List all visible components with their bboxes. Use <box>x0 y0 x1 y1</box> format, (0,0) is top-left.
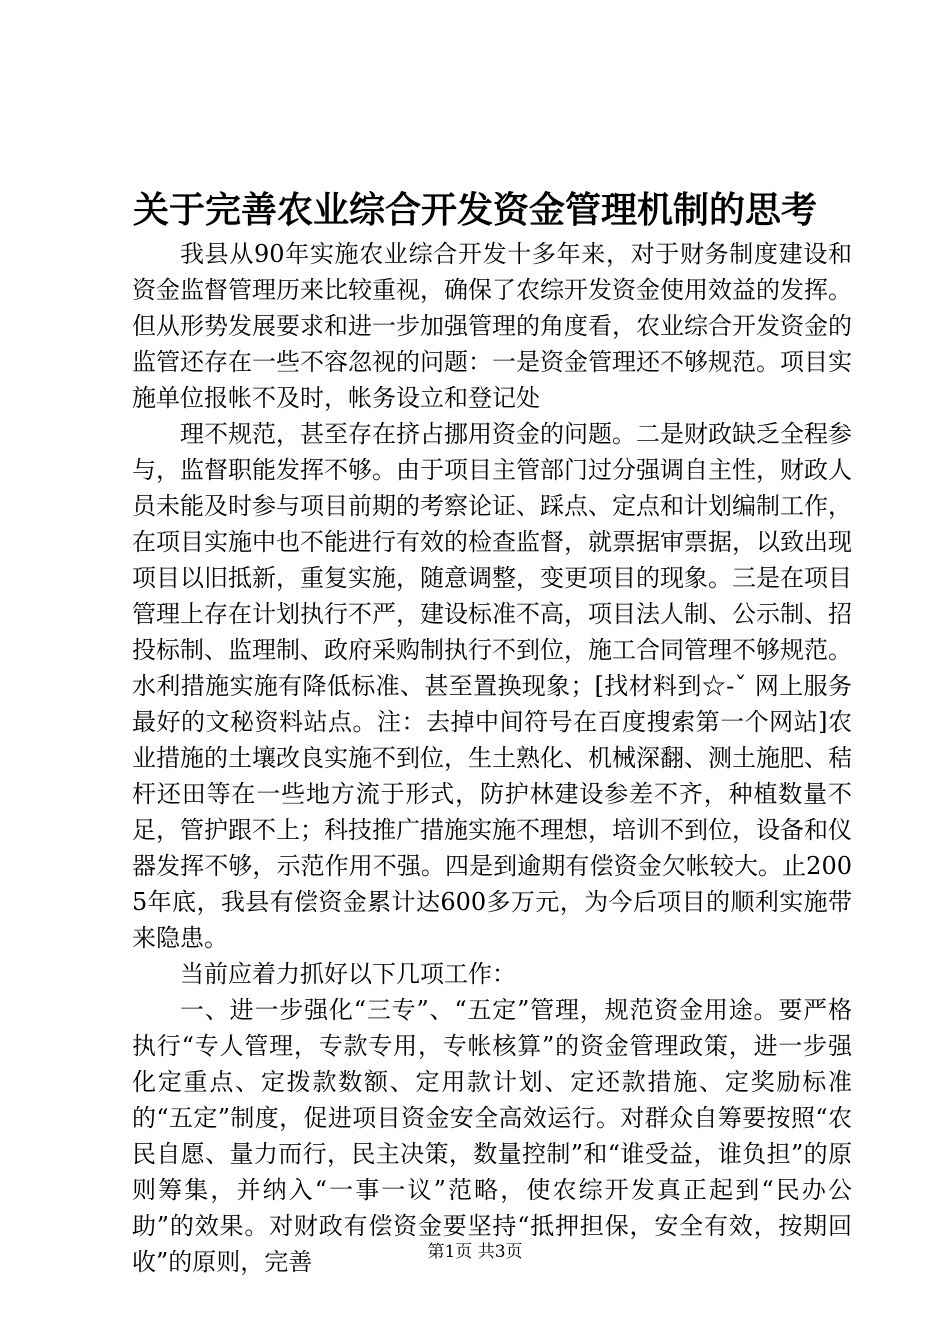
paragraph-problems: 理不规范，甚至存在挤占挪用资金的问题。二是财政缺乏全程参与，监督职能发挥不够。由于项目主管部门过分强调自主性，财政人员未能及时参与项目前期的考察论证、踩点、定点和计划编制工作，在项目实施中也不能进行有效的检查监督，就票据审票据，以致出现项目以旧抵新，重复实施，随意调整，变更项目的现象。三是在项目管理上存在计划执行不严，建设标准不高，项目法人制、公示制、招投标制、监理制、政府采购制执行不到位，施工合同管理不够规范。水利措施实施有降低标准、甚至置换现象；[找材料到☆-ˇ 网上服务最好的文秘资料站点。注：去掉中间符号在百度搜索第一个网站]农业措施的土壤改良实施不到位，生土熟化、机械深翻、测土施肥、秸杆还田等在一些地方流于形式，防护林建设参差不齐，种植数量不足，管护跟不上；科技推广措施实施不理想，培训不到位，设备和仪器发挥不够，示范作用不强。四是到逾期有偿资金欠帐较大。止2005年底，我县有偿资金累计达600多万元，为今后项目的顺利实施带来隐患。 <box>132 420 852 952</box>
document-body <box>132 236 852 1280</box>
paragraph-tasks-lead: 当前应着力抓好以下几项工作： <box>180 960 516 988</box>
paragraph-task-one: 一、进一步强化“三专”、“五定”管理，规范资金用途。要严格执行“专人管理，专款专用，专帐核算”的资金管理政策，进一步强化定重点、定拨款数额、定用款计划、定还款措施、定奖励标准的“五定”制度，促进项目资金安全高效运行。对群众自筹要按照“农民自愿、量力而行，民主决策，数量控制”和“谁受益，谁负担”的原则筹集，并纳入“一事一议”范略，使农综开发真正起到“民办公助”的效果。对财政有偿资金要坚持“抵押担保，安全有效，按期回收”的原则，完善 <box>132 996 852 1276</box>
document-title: 关于完善农业综合开发资金管理机制的思考 <box>132 189 817 231</box>
page-number-footer: 第1页 共3页 <box>427 1242 523 1262</box>
paragraph-intro: 我县从90年实施农业综合开发十多年来，对于财务制度建设和资金监督管理历来比较重视，确保了农综开发资金使用效益的发挥。但从形势发展要求和进一步加强管理的角度看，农业综合开发资金的监管还存在一些不容忽视的问题：一是资金管理还不够规范。项目实施单位报帐不及时，帐务设立和登记处 <box>132 240 852 412</box>
